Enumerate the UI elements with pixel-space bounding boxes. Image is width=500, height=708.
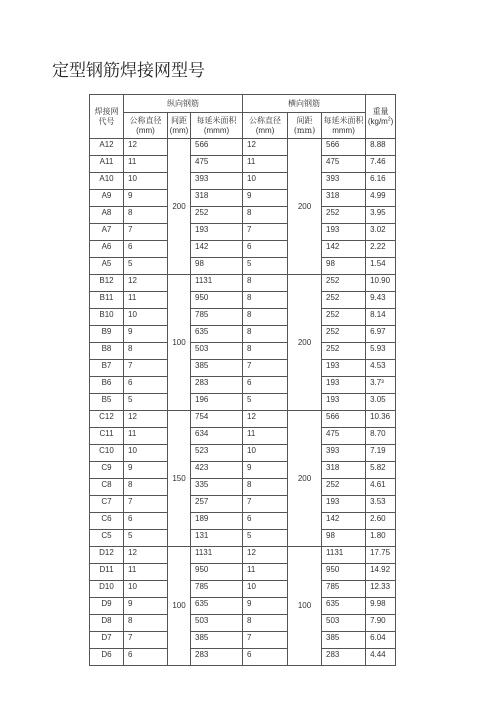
table-row	[90, 649, 396, 666]
cell-code: C5	[90, 530, 124, 547]
cell-long-area: 318	[191, 190, 243, 207]
table-row	[90, 615, 396, 632]
cell-trans-area: 252	[322, 207, 366, 224]
table-row	[90, 360, 396, 377]
header-trans-spacing: 间距(mm)	[288, 113, 322, 139]
cell-trans-spacing: 200	[288, 139, 322, 275]
cell-code: D10	[90, 581, 124, 598]
cell-long-spacing: 200	[168, 139, 191, 275]
cell-weight: 6.97	[366, 326, 396, 343]
cell-weight: 7.90	[366, 615, 396, 632]
table-row	[90, 496, 396, 513]
cell-trans-diameter: 12	[243, 139, 288, 156]
table-row	[90, 445, 396, 462]
table-row	[90, 241, 396, 258]
cell-long-area: 393	[191, 173, 243, 190]
header-weight-close: )	[390, 116, 394, 126]
cell-trans-diameter: 10	[243, 173, 288, 190]
cell-trans-diameter: 7	[243, 224, 288, 241]
cell-trans-diameter: 8	[243, 275, 288, 292]
cell-weight: 3.7³	[366, 377, 396, 394]
cell-weight: 8.88	[366, 139, 396, 156]
cell-long-area: 950	[191, 292, 243, 309]
table-row	[90, 275, 396, 292]
cell-long-diameter: 8	[124, 207, 168, 224]
cell-trans-diameter: 8	[243, 309, 288, 326]
cell-long-area: 566	[191, 139, 243, 156]
cell-weight: 17.75	[366, 547, 396, 564]
table-body	[90, 139, 396, 666]
cell-code: A7	[90, 224, 124, 241]
cell-long-diameter: 9	[124, 190, 168, 207]
cell-trans-diameter: 6	[243, 377, 288, 394]
header-trans-area-unit: mmm)	[332, 125, 355, 135]
cell-trans-diameter: 8	[243, 343, 288, 360]
cell-long-area: 335	[191, 479, 243, 496]
cell-weight: 7.19	[366, 445, 396, 462]
header-long-spacing	[168, 113, 191, 139]
cell-long-diameter: 8	[124, 615, 168, 632]
cell-code: B10	[90, 309, 124, 326]
cell-code: C9	[90, 462, 124, 479]
cell-trans-diameter: 9	[243, 598, 288, 615]
header-long-diameter-label: 公称直径	[129, 115, 162, 125]
header-trans-area	[322, 113, 366, 139]
cell-long-diameter: 9	[124, 598, 168, 615]
header-model: 焊接网代号	[90, 95, 124, 139]
cell-trans-area: 785	[322, 581, 366, 598]
cell-long-area: 257	[191, 496, 243, 513]
cell-code: A10	[90, 173, 124, 190]
cell-long-diameter: 11	[124, 156, 168, 173]
header-weight-sup: 2	[387, 115, 391, 122]
cell-long-diameter: 7	[124, 496, 168, 513]
cell-code: C6	[90, 513, 124, 530]
cell-code: C8	[90, 479, 124, 496]
cell-long-diameter: 10	[124, 445, 168, 462]
cell-long-area: 385	[191, 360, 243, 377]
cell-long-area: 475	[191, 156, 243, 173]
cell-trans-diameter: 8	[243, 479, 288, 496]
cell-trans-diameter: 10	[243, 581, 288, 598]
cell-code: B9	[90, 326, 124, 343]
cell-weight: 5.93	[366, 343, 396, 360]
table-row	[90, 479, 396, 496]
cell-weight: 14.92	[366, 564, 396, 581]
cell-weight: 6.04	[366, 632, 396, 649]
cell-code: A8	[90, 207, 124, 224]
cell-weight: 3.05	[366, 394, 396, 411]
cell-trans-area: 193	[322, 496, 366, 513]
cell-trans-diameter: 8	[243, 615, 288, 632]
cell-weight: 2.22	[366, 241, 396, 258]
table-row	[90, 428, 396, 445]
cell-trans-area: 393	[322, 173, 366, 190]
header-longitudinal: 纵向钢筋	[124, 95, 243, 113]
table-row	[90, 292, 396, 309]
table-row	[90, 309, 396, 326]
cell-weight: 12.33	[366, 581, 396, 598]
cell-code: A6	[90, 241, 124, 258]
table-row	[90, 224, 396, 241]
table-row	[90, 564, 396, 581]
cell-trans-area: 142	[322, 513, 366, 530]
header-trans-diameter	[243, 113, 288, 139]
cell-trans-diameter: 11	[243, 156, 288, 173]
cell-long-area: 634	[191, 428, 243, 445]
cell-trans-diameter: 5	[243, 530, 288, 547]
table-row	[90, 377, 396, 394]
header-long-area-label: 每延米面积	[196, 115, 237, 125]
cell-code: D6	[90, 649, 124, 666]
cell-trans-diameter: 7	[243, 496, 288, 513]
cell-long-spacing: 100	[168, 547, 191, 666]
cell-trans-diameter: 6	[243, 649, 288, 666]
cell-trans-area: 393	[322, 445, 366, 462]
table-row	[90, 598, 396, 615]
cell-code: A9	[90, 190, 124, 207]
cell-long-diameter: 7	[124, 224, 168, 241]
cell-trans-area: 252	[322, 479, 366, 496]
cell-trans-diameter: 6	[243, 241, 288, 258]
header-long-spacing-unit: (mm)	[169, 125, 189, 135]
cell-weight: 1.80	[366, 530, 396, 547]
cell-long-area: 193	[191, 224, 243, 241]
cell-weight: 4.44	[366, 649, 396, 666]
header-weight-unit: (kg/m	[367, 116, 388, 126]
cell-long-diameter: 6	[124, 241, 168, 258]
cell-long-diameter: 11	[124, 564, 168, 581]
cell-code: C11	[90, 428, 124, 445]
header-long-diameter	[124, 113, 168, 139]
table-row	[90, 258, 396, 275]
cell-trans-area: 252	[322, 343, 366, 360]
cell-weight: 2.60	[366, 513, 396, 530]
cell-long-diameter: 9	[124, 326, 168, 343]
cell-trans-area: 475	[322, 156, 366, 173]
table-row	[90, 581, 396, 598]
cell-code: C12	[90, 411, 124, 428]
cell-trans-diameter: 7	[243, 632, 288, 649]
cell-trans-area: 252	[322, 326, 366, 343]
cell-long-area: 385	[191, 632, 243, 649]
cell-trans-diameter: 9	[243, 190, 288, 207]
cell-code: D12	[90, 547, 124, 564]
cell-trans-area: 193	[322, 394, 366, 411]
cell-trans-spacing: 200	[288, 411, 322, 547]
cell-long-area: 785	[191, 581, 243, 598]
cell-trans-diameter: 9	[243, 462, 288, 479]
cell-long-diameter: 10	[124, 309, 168, 326]
cell-long-diameter: 6	[124, 649, 168, 666]
cell-code: A12	[90, 139, 124, 156]
cell-weight: 6.16	[366, 173, 396, 190]
cell-long-area: 635	[191, 598, 243, 615]
cell-weight: 4.99	[366, 190, 396, 207]
cell-code: D9	[90, 598, 124, 615]
cell-long-area: 785	[191, 309, 243, 326]
cell-long-diameter: 10	[124, 581, 168, 598]
cell-long-diameter: 12	[124, 139, 168, 156]
header-trans-area-label: 每延米面积	[323, 115, 364, 125]
cell-long-area: 503	[191, 343, 243, 360]
cell-weight: 10.90	[366, 275, 396, 292]
cell-trans-diameter: 12	[243, 547, 288, 564]
table-row	[90, 394, 396, 411]
cell-code: A5	[90, 258, 124, 275]
cell-weight: 7.46	[366, 156, 396, 173]
cell-trans-diameter: 5	[243, 258, 288, 275]
cell-trans-area: 252	[322, 275, 366, 292]
cell-long-diameter: 8	[124, 479, 168, 496]
table-row	[90, 326, 396, 343]
table-row	[90, 632, 396, 649]
cell-long-diameter: 7	[124, 632, 168, 649]
header-long-area-unit: (mmm)	[203, 125, 230, 135]
cell-long-diameter: 9	[124, 462, 168, 479]
table-row	[90, 139, 396, 156]
cell-weight: 9.43	[366, 292, 396, 309]
table-row	[90, 411, 396, 428]
cell-trans-diameter: 11	[243, 564, 288, 581]
cell-long-area: 189	[191, 513, 243, 530]
cell-trans-area: 385	[322, 632, 366, 649]
cell-long-area: 1131	[191, 275, 243, 292]
cell-long-area: 131	[191, 530, 243, 547]
cell-long-diameter: 12	[124, 547, 168, 564]
cell-weight: 8.70	[366, 428, 396, 445]
cell-weight: 4.61	[366, 479, 396, 496]
cell-weight: 3.02	[366, 224, 396, 241]
cell-trans-area: 252	[322, 309, 366, 326]
cell-long-diameter: 11	[124, 428, 168, 445]
cell-trans-diameter: 7	[243, 360, 288, 377]
cell-trans-diameter: 5	[243, 394, 288, 411]
table-row	[90, 156, 396, 173]
cell-long-area: 283	[191, 649, 243, 666]
cell-trans-diameter: 10	[243, 445, 288, 462]
cell-long-area: 142	[191, 241, 243, 258]
cell-trans-area: 193	[322, 360, 366, 377]
cell-trans-area: 503	[322, 615, 366, 632]
cell-trans-area: 1131	[322, 547, 366, 564]
cell-code: A11	[90, 156, 124, 173]
cell-trans-area: 566	[322, 139, 366, 156]
cell-trans-area: 318	[322, 190, 366, 207]
cell-trans-diameter: 11	[243, 428, 288, 445]
cell-long-area: 950	[191, 564, 243, 581]
table-row	[90, 173, 396, 190]
cell-trans-area: 193	[322, 224, 366, 241]
page-title: 定型钢筋焊接网型号	[52, 61, 205, 81]
header-weight-label: 重量	[372, 106, 389, 116]
cell-long-diameter: 12	[124, 275, 168, 292]
cell-long-area: 754	[191, 411, 243, 428]
cell-weight: 10.36	[366, 411, 396, 428]
cell-long-area: 252	[191, 207, 243, 224]
cell-long-diameter: 7	[124, 360, 168, 377]
cell-long-area: 423	[191, 462, 243, 479]
cell-trans-area: 635	[322, 598, 366, 615]
cell-long-spacing: 100	[168, 275, 191, 411]
cell-long-diameter: 8	[124, 343, 168, 360]
cell-code: D8	[90, 615, 124, 632]
cell-long-area: 98	[191, 258, 243, 275]
cell-trans-diameter: 8	[243, 292, 288, 309]
header-trans-diameter-label: 公称直径	[249, 115, 282, 125]
cell-code: B8	[90, 343, 124, 360]
cell-code: C10	[90, 445, 124, 462]
cell-long-area: 523	[191, 445, 243, 462]
cell-code: B12	[90, 275, 124, 292]
header-transverse: 横向钢筋	[243, 95, 366, 113]
cell-long-diameter: 12	[124, 411, 168, 428]
cell-long-area: 1131	[191, 547, 243, 564]
cell-code: D7	[90, 632, 124, 649]
cell-long-area: 635	[191, 326, 243, 343]
cell-weight: 5.82	[366, 462, 396, 479]
table-row	[90, 513, 396, 530]
header-long-diameter-unit: (mm)	[136, 125, 155, 135]
header-trans-diameter-unit: (mm)	[255, 125, 275, 135]
table-row	[90, 462, 396, 479]
header-weight	[366, 95, 396, 139]
cell-code: B7	[90, 360, 124, 377]
cell-long-diameter: 5	[124, 530, 168, 547]
cell-long-diameter: 6	[124, 513, 168, 530]
cell-trans-area: 318	[322, 462, 366, 479]
table-row	[90, 530, 396, 547]
cell-trans-area: 283	[322, 649, 366, 666]
header-long-spacing-label: 间距	[171, 115, 187, 125]
cell-long-diameter: 6	[124, 377, 168, 394]
cell-code: D11	[90, 564, 124, 581]
cell-trans-area: 98	[322, 530, 366, 547]
cell-trans-diameter: 6	[243, 513, 288, 530]
cell-trans-spacing: 200	[288, 275, 322, 411]
cell-trans-area: 252	[322, 292, 366, 309]
cell-trans-diameter: 12	[243, 411, 288, 428]
cell-trans-spacing: 100	[288, 547, 322, 666]
cell-code: B6	[90, 377, 124, 394]
cell-trans-area: 193	[322, 377, 366, 394]
cell-weight: 1.54	[366, 258, 396, 275]
cell-code: B5	[90, 394, 124, 411]
table-row	[90, 207, 396, 224]
cell-weight: 8.14	[366, 309, 396, 326]
cell-long-area: 196	[191, 394, 243, 411]
cell-trans-diameter: 8	[243, 326, 288, 343]
cell-long-diameter: 5	[124, 394, 168, 411]
cell-weight: 9.98	[366, 598, 396, 615]
cell-code: C7	[90, 496, 124, 513]
cell-long-area: 503	[191, 615, 243, 632]
cell-weight: 4.53	[366, 360, 396, 377]
cell-code: B11	[90, 292, 124, 309]
table-row	[90, 343, 396, 360]
cell-trans-area: 950	[322, 564, 366, 581]
cell-long-diameter: 11	[124, 292, 168, 309]
cell-trans-diameter: 8	[243, 207, 288, 224]
cell-trans-area: 142	[322, 241, 366, 258]
cell-long-diameter: 5	[124, 258, 168, 275]
header-long-area	[191, 113, 243, 139]
cell-trans-area: 475	[322, 428, 366, 445]
cell-trans-area: 566	[322, 411, 366, 428]
cell-long-area: 283	[191, 377, 243, 394]
cell-weight: 3.53	[366, 496, 396, 513]
table-row	[90, 547, 396, 564]
table-header	[90, 95, 396, 139]
cell-weight: 3.95	[366, 207, 396, 224]
cell-long-spacing: 150	[168, 411, 191, 547]
cell-trans-area: 98	[322, 258, 366, 275]
table-row	[90, 190, 396, 207]
mesh-spec-table	[89, 94, 396, 666]
cell-long-diameter: 10	[124, 173, 168, 190]
